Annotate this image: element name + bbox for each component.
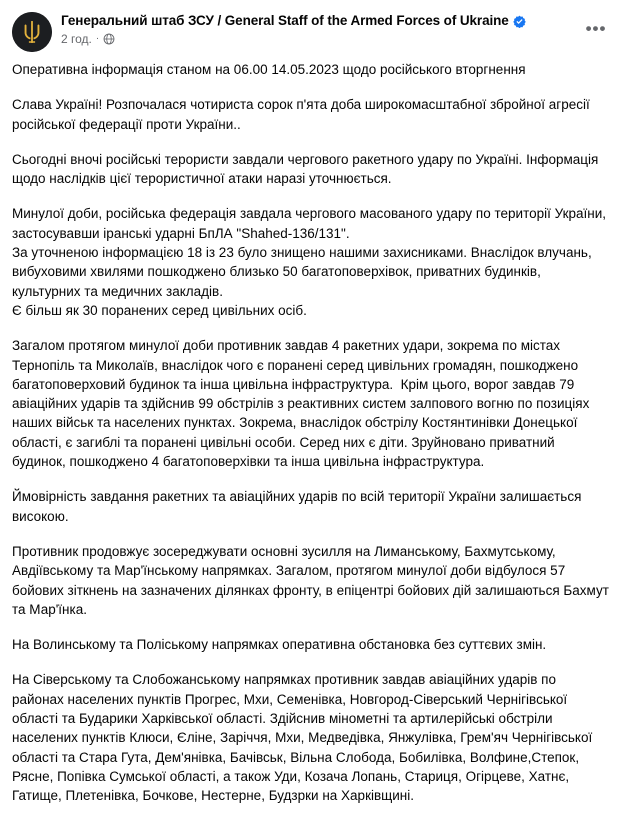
post-author-block (61, 12, 611, 46)
post-paragraph: Противник продовжує зосереджувати основні зусилля на Лиманському, Бахмутському, Авдіївському та Мар'їнському напрямках. Загалом, протягом минулої доби відбулося 57 бойових зіткнень на зазначених ділянках фронту, в епіцентрі бойових дій залишаються Бахмут та Мар'їнка. (12, 543, 613, 617)
page-name-row (61, 13, 611, 29)
post-body (12, 58, 611, 814)
post-paragraph: За уточненою інформацією 18 із 23 було знищено нашими захисниками. Внаслідок влучань, вибуховими хвилями пошкоджено близько 50 багатоповерхівок, приватних будинків, культурних та медичних закладів. (12, 245, 596, 299)
post-paragraph: Минулої доби, російська федерація завдала чергового масованого удару по території України, застосувавши іранські ударні БпЛА "Shahed-136/131". (12, 206, 610, 241)
post-meta (61, 32, 611, 46)
post-paragraph: Ймовірність завдання ракетних та авіаційних ударів по всій території України залишається високою. (12, 489, 586, 524)
post-paragraph: Загалом протягом минулої доби противник завдав 4 ракетних удари, зокрема по містах Тернопіль та Миколаїв, внаслідок чого є поранені серед цивільних громадян, пошкоджено багатоповерховий будинок та інша цивільна інфраструктура. Крім цього, ворог завдав 79 авіаційних ударів та здійснив 99 обстрілів з реактивних систем залпового вогню по позиціях наших військ та населених пунктах. Зокрема, внаслідок обстрілу Костянтинівки Донецької області, є загиблі та поранені цивільні особи. Серед них є діти. Зруйновано приватний будинок, пошкоджено 4 багатоповерхівки та інша цивільна інфраструктура. (12, 338, 594, 470)
post-paragraph: Сьогодні вночі російські терористи завдали чергового ракетного удару по Україні. Інформація щодо наслідків цієї терористичної атаки наразі уточнюється. (12, 151, 603, 187)
post-paragraph: Слава Україні! Розпочалася чотириста сорок п'ята доба широкомасштабної збройної агресії російської федерації проти України.. (12, 97, 594, 132)
post-paragraph: На Сіверському та Слобожанському напрямках противник завдав авіаційних ударів по районах населених пунктів Прогрес, Мхи, Семенівка, Новгород-Сіверський Чернігівської області та Бударики Харківської області. Здійснив мінометні та артилерійські обстріли населених пунктів Клюси, Єліне, Заріччя, Мхи, Медведівка, Янжулівка, Грем'яч Чернігівської області та Стара Гута, Дем'янівка, Бачівськ, Вільна Слобода, Бобилівка, Волфине,Степок, Рясне, Попівка Сумської області, а також Уди, Козача Лопань, Стариця, Огірцеве, Хатнє, Гатище, Плетенівка, Бочкове, Нестерне, Будзрки на Харківщині. (12, 672, 597, 804)
verified-badge-icon (513, 15, 526, 28)
page-name[interactable]: Генеральний штаб ЗСУ / General Staff of the Armed Forces of Ukraine (61, 13, 509, 28)
post-header (12, 10, 611, 58)
post-paragraph: На Волинському та Поліському напрямках оперативна обстановка без суттєвих змін. (12, 637, 547, 653)
globe-icon[interactable] (103, 33, 115, 45)
trident-emblem-icon (12, 12, 52, 52)
meta-separator-dot: · (95, 33, 100, 44)
post-paragraph: Є більш як 30 поранених серед цивільних осіб. (12, 302, 307, 318)
post-paragraph: Оперативна інформація станом на 06.00 14.05.2023 щодо російського вторгнення (12, 62, 526, 77)
post-more-options-button[interactable]: ••• (585, 19, 607, 38)
avatar[interactable] (12, 12, 52, 52)
post-timestamp[interactable]: 2 год. (61, 32, 92, 46)
